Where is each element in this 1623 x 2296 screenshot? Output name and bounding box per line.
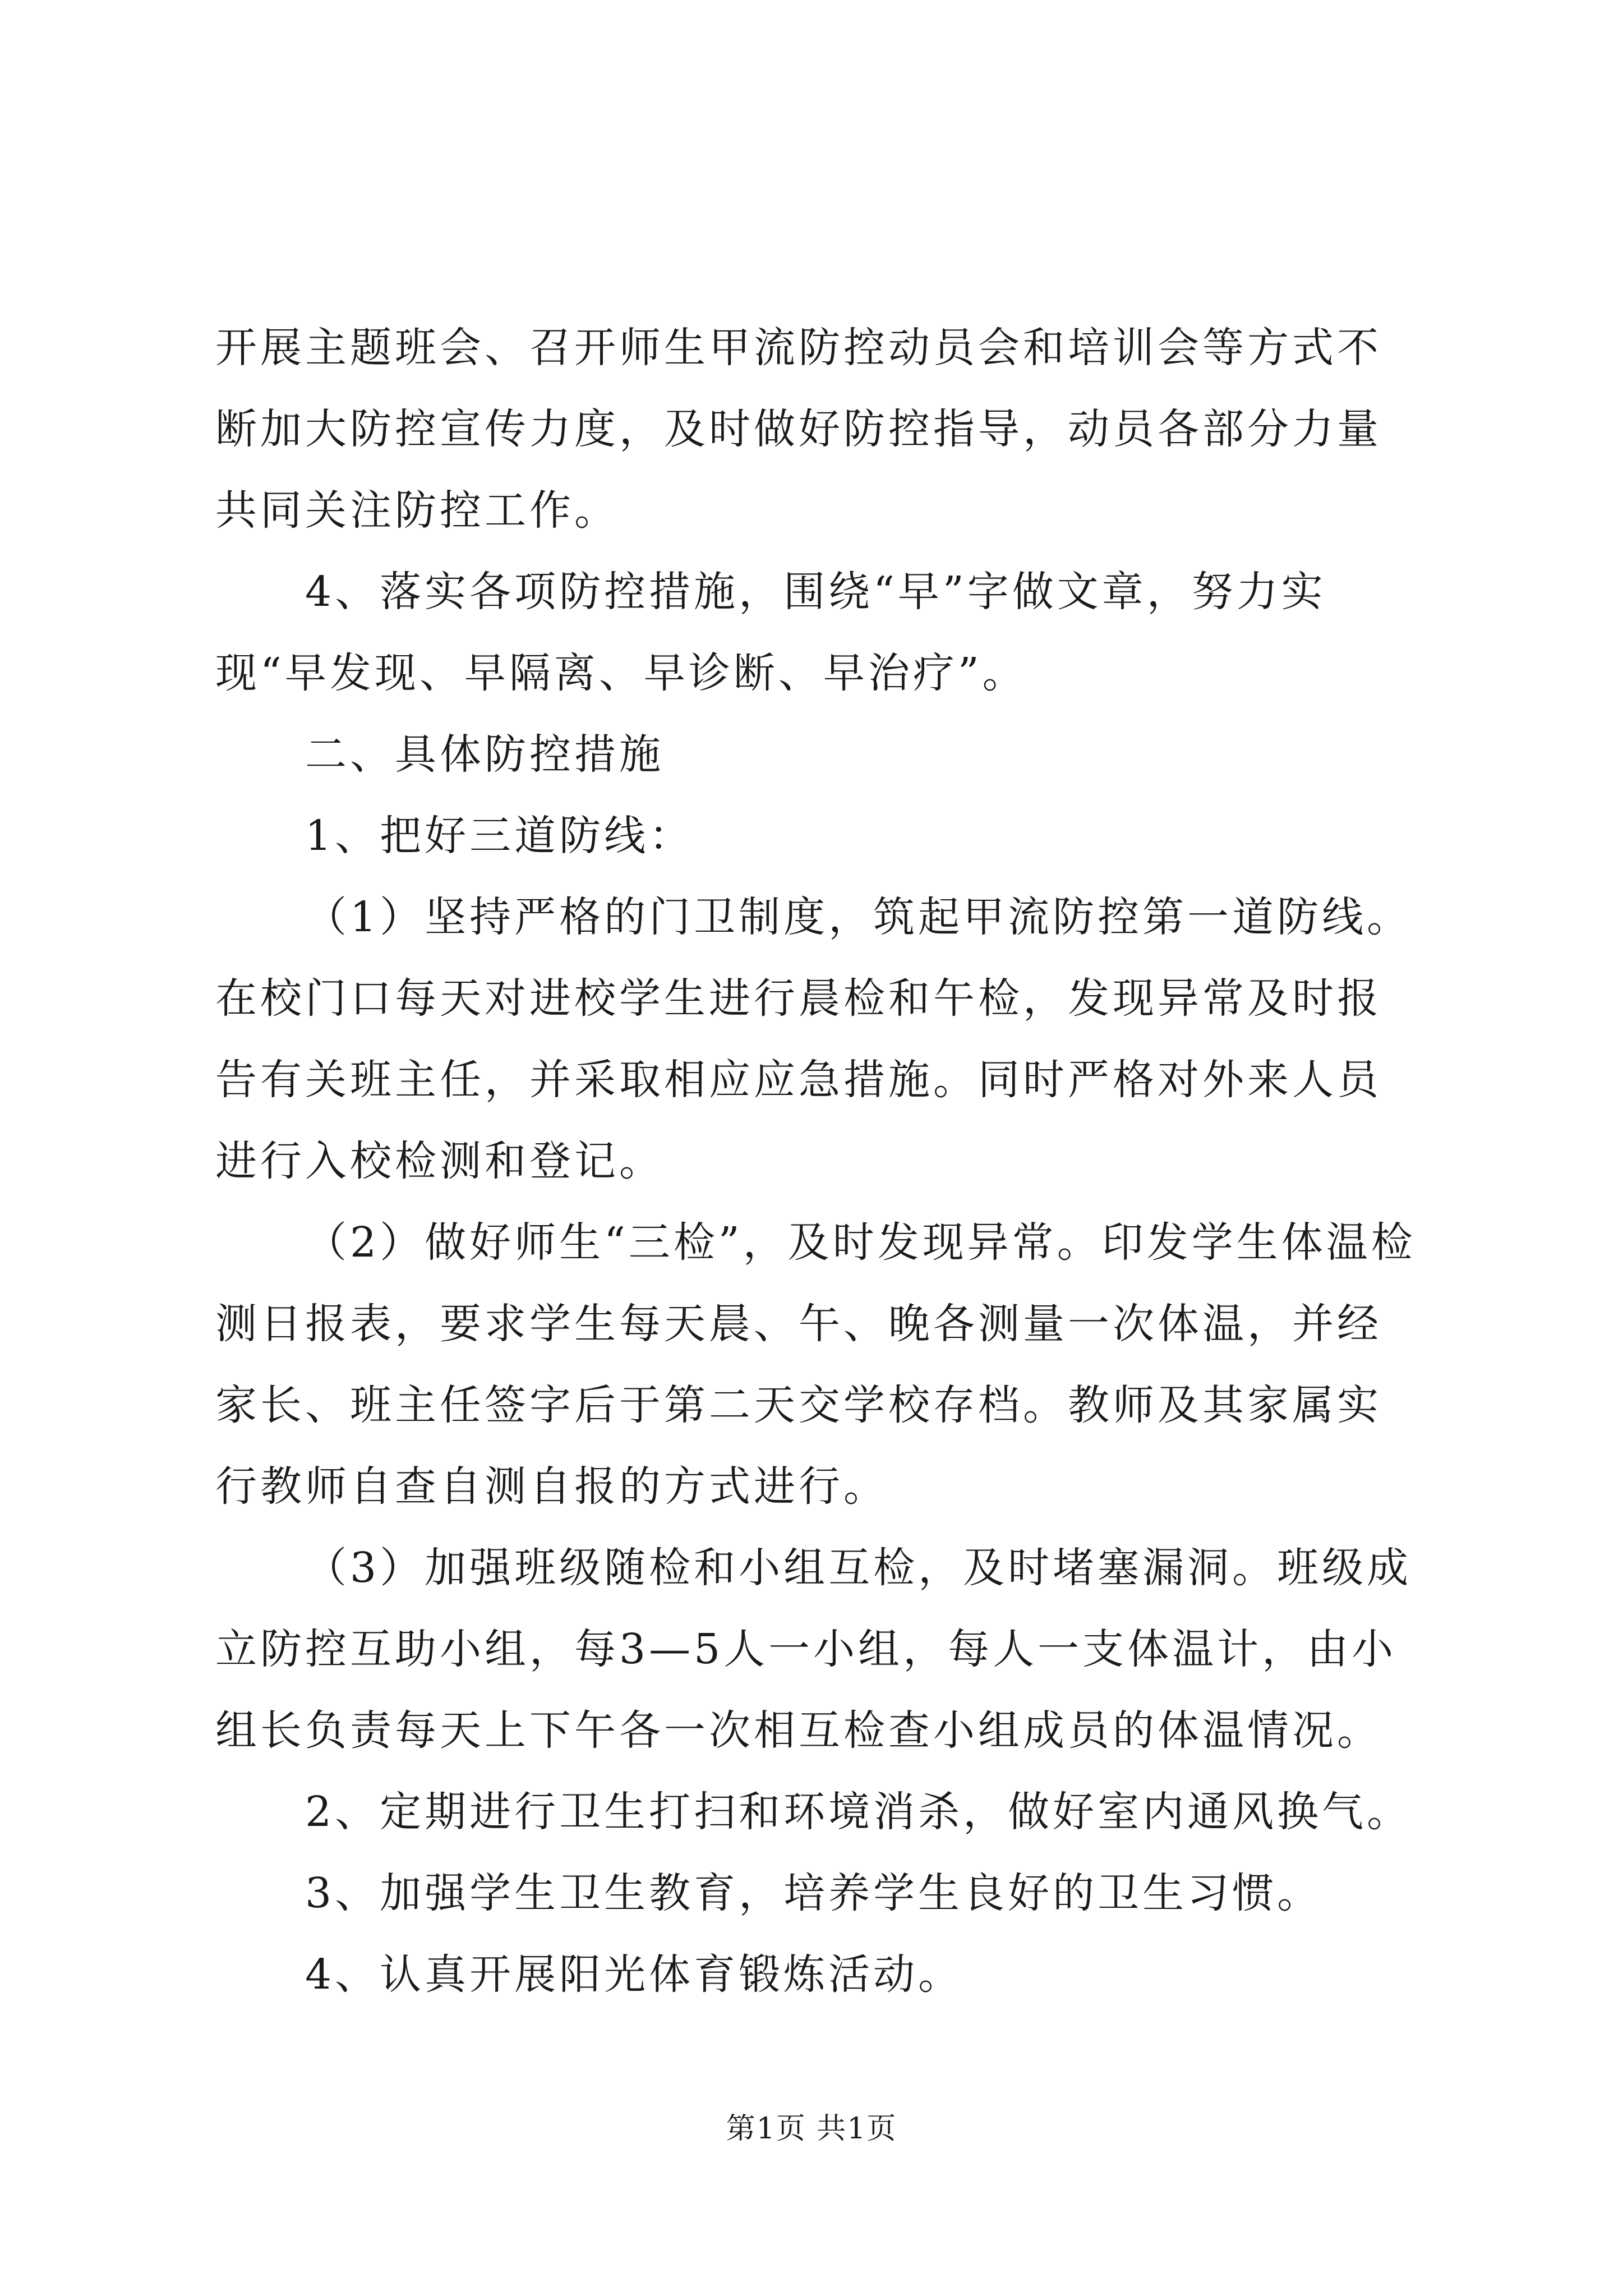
section-heading-2: 二、具体防控措施	[305, 730, 664, 779]
paragraph-item-1: 1、把好三道防线：	[305, 812, 694, 860]
paragraph-item-4b: 4、认真开展阳光体育锻炼活动。	[305, 1950, 963, 1999]
paragraph-continuation: 开展主题班会、召开师生甲流防控动员会和培训会等方式不断加大防控宣传力度，及时做好防控指导，动员各部分力量共同关注防控工作。	[215, 324, 1382, 535]
paragraph-subitem-3: （3）加强班级随检和小组互检，及时堵塞漏洞。班级成立防控互助小组，每3—5人一小组，每人一支体温计，由小组长负责每天上下午各一次相互检查小组成员的体温情况。	[215, 1544, 1412, 1755]
paragraph-item-2: 2、定期进行卫生打扫和环境消杀，做好室内通风换气。	[305, 1788, 1412, 1836]
paragraph-item-3: 3、加强学生卫生教育，培养学生良好的卫生习惯。	[305, 1869, 1322, 1917]
paragraph-item-4: 4、落实各项防控措施，围绕“早”字做文章，努力实现“早发现、早隔离、早诊断、早治疗”。	[215, 568, 1326, 697]
paragraph-subitem-2: （2）做好师生“三检”，及时发现异常。印发学生体温检测日报表，要求学生每天晨、午、晚各测量一次体温，并经家长、班主任签字后于第二天交学校存档。教师及其家属实行教师自查自测自报的方式进行。	[215, 1218, 1416, 1511]
document-body	[215, 307, 1422, 2016]
page-number-footer: 第1页 共1页	[726, 2112, 897, 2146]
paragraph-subitem-1: （1）坚持严格的门卫制度，筑起甲流防控第一道防线。在校门口每天对进校学生进行晨检和午检，发现异常及时报告有关班主任，并采取相应应急措施。同时严格对外来人员进行入校检测和登记。	[215, 893, 1412, 1185]
